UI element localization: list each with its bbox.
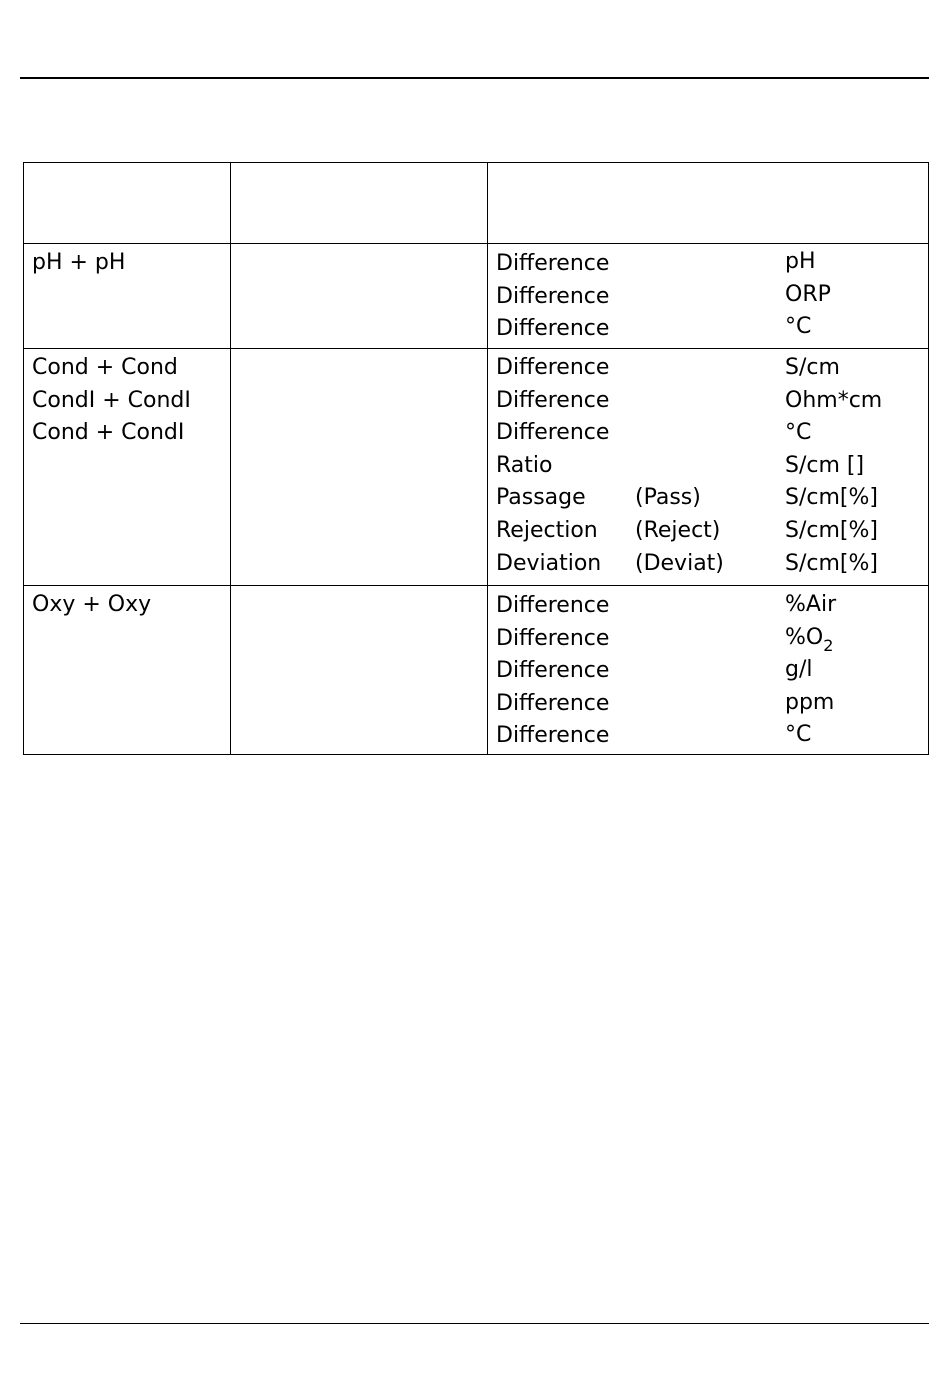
function-label: Rejection bbox=[496, 517, 598, 543]
header-separator bbox=[23, 243, 929, 244]
calculation-table bbox=[23, 162, 929, 755]
row-separator bbox=[23, 585, 929, 586]
function-label: Difference bbox=[496, 658, 610, 684]
abbreviation-label: (Deviat) bbox=[635, 550, 724, 576]
abbreviation-label bbox=[635, 417, 724, 450]
unit-label: S/cm [] bbox=[785, 452, 865, 478]
function-label: Difference bbox=[496, 723, 610, 749]
unit-label: °C bbox=[785, 722, 812, 748]
function-label: Difference bbox=[496, 625, 610, 651]
table-border-bottom bbox=[23, 754, 929, 755]
function-label: Ratio bbox=[496, 452, 553, 478]
table-row bbox=[32, 352, 191, 450]
unit-label: S/cm[%] bbox=[785, 485, 878, 511]
unit-label: ppm bbox=[785, 689, 835, 715]
function-label: Difference bbox=[496, 316, 610, 342]
unit-label: °C bbox=[785, 314, 812, 340]
abbreviation-label bbox=[635, 385, 724, 418]
function-list bbox=[496, 352, 609, 580]
row-separator bbox=[23, 348, 929, 349]
unit-base: %O bbox=[785, 624, 824, 650]
unit-label: S/cm bbox=[785, 355, 840, 380]
unit-list bbox=[785, 589, 836, 752]
function-label: Difference bbox=[496, 420, 610, 446]
column-separator bbox=[230, 162, 231, 755]
function-list bbox=[496, 248, 609, 346]
unit-label bbox=[785, 622, 836, 655]
abbreviation-label bbox=[635, 352, 724, 385]
unit-label: °C bbox=[785, 420, 812, 446]
combination-label: Oxy + Oxy bbox=[32, 592, 152, 617]
unit-list bbox=[785, 246, 831, 344]
table-row bbox=[32, 247, 125, 280]
function-label: Deviation bbox=[496, 550, 602, 576]
table-border-left bbox=[23, 162, 24, 755]
unit-label: Ohm*cm bbox=[785, 387, 883, 413]
abbreviation-label: (Reject) bbox=[635, 517, 721, 543]
unit-label: %Air bbox=[785, 592, 837, 617]
column-separator bbox=[487, 162, 488, 755]
function-label: Difference bbox=[496, 355, 610, 380]
top-rule bbox=[20, 77, 929, 79]
unit-label: pH bbox=[785, 249, 816, 274]
combination-label: Cond + CondI bbox=[32, 420, 185, 446]
unit-label: ORP bbox=[785, 281, 831, 307]
abbreviation-list bbox=[635, 352, 724, 580]
table-row bbox=[32, 589, 151, 622]
function-label: Difference bbox=[496, 593, 610, 618]
function-label: Difference bbox=[496, 283, 610, 309]
function-label: Difference bbox=[496, 387, 610, 413]
unit-label: S/cm[%] bbox=[785, 517, 878, 543]
combination-label: Cond + Cond bbox=[32, 355, 178, 380]
unit-label: S/cm[%] bbox=[785, 550, 878, 576]
unit-label: g/l bbox=[785, 657, 813, 683]
function-label: Difference bbox=[496, 690, 610, 716]
function-list bbox=[496, 590, 609, 753]
function-label: Passage bbox=[496, 485, 586, 511]
combination-label: pH + pH bbox=[32, 250, 126, 275]
unit-list bbox=[785, 352, 882, 580]
bottom-rule bbox=[20, 1323, 929, 1324]
table-border-right bbox=[928, 162, 929, 755]
function-label: Difference bbox=[496, 251, 610, 276]
unit-subscript: 2 bbox=[823, 635, 834, 655]
table-border-top bbox=[23, 162, 929, 163]
abbreviation-label: (Pass) bbox=[635, 485, 701, 511]
abbreviation-label bbox=[635, 450, 724, 483]
combination-label: CondI + CondI bbox=[32, 387, 191, 413]
